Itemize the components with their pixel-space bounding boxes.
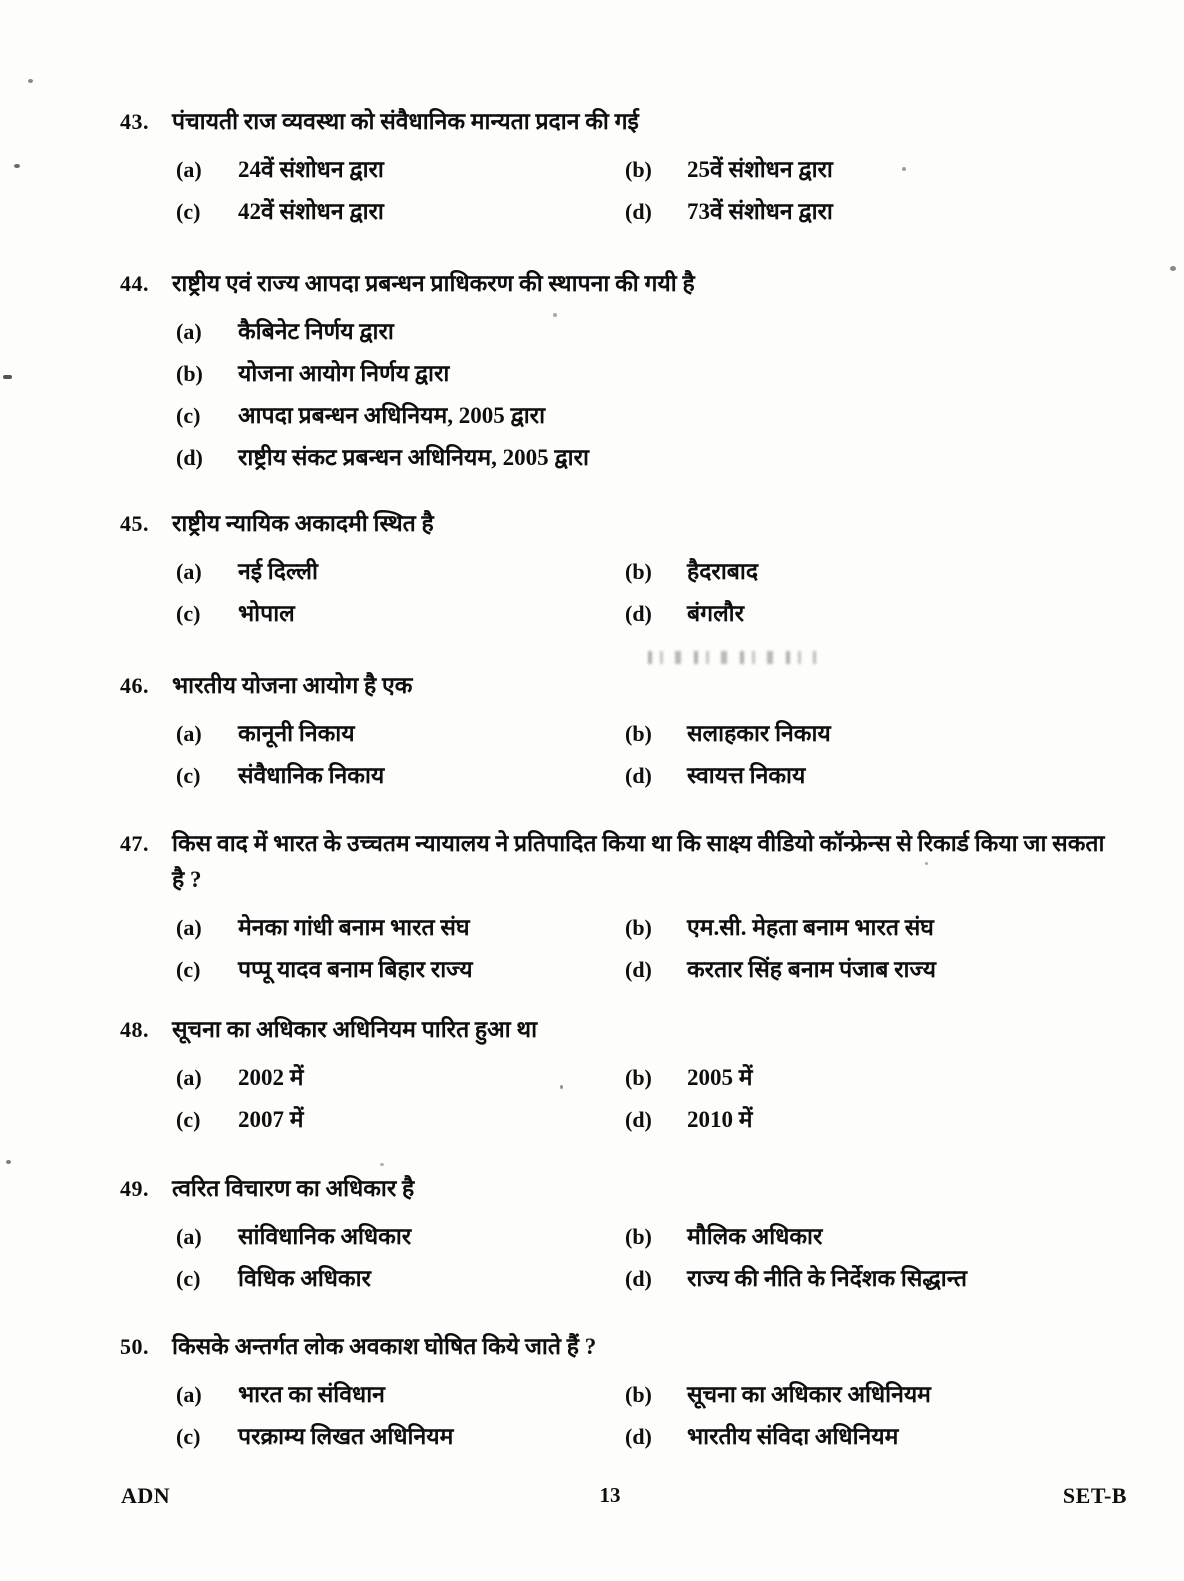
option-text: मौलिक अधिकार: [687, 1224, 823, 1249]
option-label: (b): [625, 721, 652, 746]
option-text: 2005 में: [687, 1065, 753, 1090]
option-label: (d): [625, 1107, 652, 1132]
option-text: कानूनी निकाय: [238, 721, 355, 746]
option-c: [176, 399, 1124, 441]
question-number: 49.: [120, 1176, 149, 1201]
scan-speck: [380, 1163, 384, 1166]
option-d: [176, 441, 1124, 483]
option-a: [176, 555, 625, 597]
option-text: 42वें संशोधन द्वारा: [238, 199, 384, 224]
option-label: (d): [625, 1424, 652, 1449]
option-d: [625, 953, 1124, 995]
scan-speck: [3, 375, 12, 379]
option-text: संवैधानिक निकाय: [238, 763, 385, 788]
options-grid: [176, 1378, 1124, 1462]
option-text: एम.सी. मेहता बनाम भारत संघ: [687, 915, 934, 940]
question-text: राष्ट्रीय न्यायिक अकादमी स्थित है: [172, 511, 434, 536]
option-text: करतार सिंह बनाम पंजाब राज्य: [687, 957, 936, 982]
option-c: [176, 195, 625, 237]
option-text: 73वें संशोधन द्वारा: [687, 199, 833, 224]
question-number: 46.: [120, 673, 149, 698]
option-c: [176, 953, 625, 995]
option-text: 2010 में: [687, 1107, 753, 1132]
scan-speck: [28, 79, 33, 83]
question-text: किस वाद में भारत के उच्चतम न्यायालय ने प्रतिपादित किया था कि साक्ष्य वीडियो कॉन्फ्रेन्स से रिकार्ड किया जा सकता है ?: [172, 831, 1105, 892]
option-text: मेनका गांधी बनाम भारत संघ: [238, 915, 470, 940]
question-48: [120, 1012, 1124, 1145]
option-b: [625, 555, 1124, 597]
options-grid: [176, 1220, 1124, 1304]
option-label: (c): [176, 957, 201, 982]
option-label: (a): [176, 319, 202, 344]
option-text: भोपाल: [238, 601, 295, 626]
option-label: (d): [625, 957, 652, 982]
question-44: [120, 266, 1124, 483]
option-text: बंगलौर: [687, 601, 745, 626]
option-label: (a): [176, 157, 202, 182]
question-text: त्वरित विचारण का अधिकार है: [172, 1176, 415, 1201]
options-grid: [176, 555, 1124, 639]
options-grid: [176, 911, 1124, 995]
scan-speck: [14, 164, 20, 168]
question-43: [120, 104, 1124, 237]
option-label: (c): [176, 1107, 201, 1132]
option-text: आपदा प्रबन्धन अधिनियम, 2005 द्वारा: [238, 403, 546, 428]
option-b: [625, 1378, 1124, 1420]
option-text: सूचना का अधिकार अधिनियम: [687, 1382, 931, 1407]
question-text: सूचना का अधिकार अधिनियम पारित हुआ था: [172, 1017, 538, 1042]
option-text: राज्य की नीति के निर्देशक सिद्धान्त: [687, 1266, 967, 1291]
option-d: [625, 1103, 1124, 1145]
option-a: [176, 717, 625, 759]
option-text: 25वें संशोधन द्वारा: [687, 157, 833, 182]
option-label: (a): [176, 721, 202, 746]
option-text: भारत का संविधान: [238, 1382, 385, 1407]
option-c: [176, 759, 625, 801]
question-text: किसके अन्तर्गत लोक अवकाश घोषित किये जाते हैं ?: [172, 1334, 597, 1359]
option-label: (b): [625, 1224, 652, 1249]
footer-set-code: SET-B: [1062, 1483, 1127, 1508]
option-d: [625, 759, 1124, 801]
question-text: पंचायती राज व्यवस्था को संवैधानिक मान्यता प्रदान की गई: [172, 109, 639, 134]
option-text: परक्राम्य लिखत अधिनियम: [238, 1424, 454, 1449]
option-text: कैबिनेट निर्णय द्वारा: [238, 319, 394, 344]
option-d: [625, 1262, 1124, 1304]
option-text: सांविधानिक अधिकार: [238, 1224, 412, 1249]
option-text: स्वायत्त निकाय: [687, 763, 806, 788]
option-label: (c): [176, 763, 201, 788]
option-label: (c): [176, 199, 201, 224]
option-label: (d): [625, 199, 652, 224]
option-label: (b): [625, 1065, 652, 1090]
scan-speck: [553, 313, 557, 317]
option-label: (d): [625, 1266, 652, 1291]
options-list: [176, 315, 1124, 483]
question-text: राष्ट्रीय एवं राज्य आपदा प्रबन्धन प्राधिकरण की स्थापना की गयी है: [172, 271, 695, 296]
option-text: 2007 में: [238, 1107, 304, 1132]
option-text: योजना आयोग निर्णय द्वारा: [238, 361, 450, 386]
question-number: 48.: [120, 1017, 149, 1042]
option-c: [176, 1262, 625, 1304]
option-label: (a): [176, 559, 202, 584]
option-text: सलाहकार निकाय: [687, 721, 831, 746]
option-label: (b): [625, 559, 652, 584]
question-number: 50.: [120, 1334, 149, 1359]
option-text: नई दिल्ली: [238, 559, 318, 584]
option-label: (c): [176, 1266, 201, 1291]
option-c: [176, 1103, 625, 1145]
question-50: [120, 1329, 1124, 1462]
option-d: [625, 195, 1124, 237]
question-49: [120, 1171, 1124, 1304]
option-a: [176, 315, 1124, 357]
question-number: 47.: [120, 831, 149, 856]
option-c: [176, 597, 625, 639]
option-label: (a): [176, 1224, 202, 1249]
option-label: (b): [625, 915, 652, 940]
question-number: 45.: [120, 511, 149, 536]
option-label: (a): [176, 1065, 202, 1090]
footer-page-number: 13: [599, 1483, 621, 1507]
question-47: [120, 826, 1124, 995]
option-b: [625, 1061, 1124, 1103]
option-a: [176, 911, 625, 953]
scan-speck: [6, 1160, 11, 1164]
option-d: [625, 1420, 1124, 1462]
option-label: (d): [625, 763, 652, 788]
option-b: [625, 911, 1124, 953]
option-c: [176, 1420, 625, 1462]
option-text: भारतीय संविदा अधिनियम: [687, 1424, 899, 1449]
option-label: (c): [176, 1424, 201, 1449]
option-label: (c): [176, 601, 201, 626]
option-b: [625, 717, 1124, 759]
question-number: 43.: [120, 109, 149, 134]
option-text: राष्ट्रीय संकट प्रबन्धन अधिनियम, 2005 द्वारा: [238, 445, 589, 470]
option-a: [176, 1061, 625, 1103]
scan-speck: [902, 167, 906, 171]
option-label: (b): [176, 361, 203, 386]
option-label: (a): [176, 1382, 202, 1407]
option-b: [625, 1220, 1124, 1262]
option-text: पप्पू यादव बनाम बिहार राज्य: [238, 957, 473, 982]
option-b: [625, 153, 1124, 195]
option-text: 2002 में: [238, 1065, 304, 1090]
question-text: भारतीय योजना आयोग है एक: [172, 673, 413, 698]
options-grid: [176, 1061, 1124, 1145]
option-b: [176, 357, 1124, 399]
option-a: [176, 1378, 625, 1420]
option-text: 24वें संशोधन द्वारा: [238, 157, 384, 182]
options-grid: [176, 717, 1124, 801]
option-text: हैदराबाद: [687, 559, 759, 584]
option-a: [176, 1220, 625, 1262]
option-label: (b): [625, 157, 652, 182]
option-label: (b): [625, 1382, 652, 1407]
option-label: (c): [176, 403, 201, 428]
scan-speck: [925, 862, 928, 865]
option-label: (a): [176, 915, 202, 940]
option-text: विधिक अधिकार: [238, 1266, 371, 1291]
question-number: 44.: [120, 271, 149, 296]
options-grid: [176, 153, 1124, 237]
page-footer: [0, 1483, 1184, 1509]
option-d: [625, 597, 1124, 639]
ink-smudge-artifact: [648, 651, 816, 664]
question-45: [120, 506, 1124, 639]
question-46: [120, 668, 1124, 801]
scan-speck: [1170, 266, 1176, 271]
scan-speck: [560, 1085, 563, 1089]
option-a: [176, 153, 625, 195]
footer-booklet-code: ADN: [121, 1483, 171, 1508]
option-label: (d): [176, 445, 203, 470]
option-label: (d): [625, 601, 652, 626]
